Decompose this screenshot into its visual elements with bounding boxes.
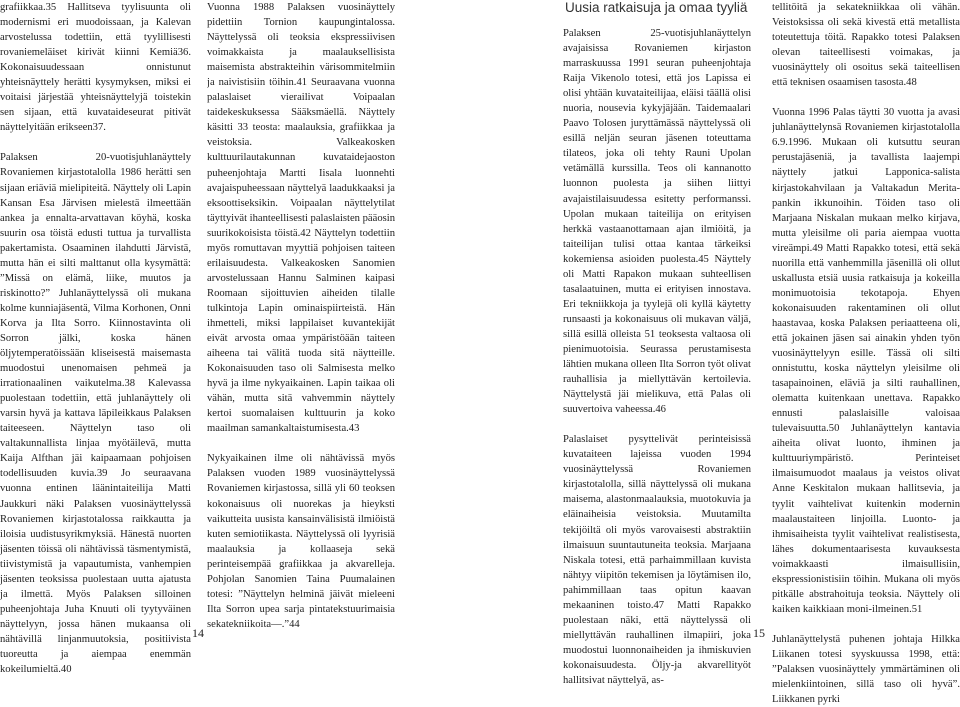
paragraph-gap [207, 436, 395, 451]
paragraph: grafiikkaa.35 Hallitseva tyylisuunta oli modernismi eri muodoissaan, ja Kalevan arvostelussa todettiin, että tyylillisesti rovaniemeläiset kirivät kiinni Kemiä36. Kokonaisuudessaan onnistunut yhteisnäyttely herätti kysymyksen, miksi ei voitaisi järjestää yhteisnäyttelyjä toistekin sen sijaan, että kuvataideseurat pitivät näyttelyitään erikseen37. [0, 2, 191, 134]
paragraph: Vuonna 1996 Palas täytti 30 vuotta ja avasi juhlanäyttelynsä Rovaniemen kirjastotalolla 6.9.1996. Mukaan oli kutsuttu seuran perustajäseniä, ja tavallista laajempi näyttely jatkui Lapponica-salista kirjastokahvilaan ja Valtakadun Merita-pankin ikkunoihin. Töiden taso oli Marjaana Niskalan mukaan melko kirjava, mutta yleisilme oli paria aiempaa vuotta vireämpi.49 Matti Rapakko totesi, että sekä nuorilla että vanhemmilla jäsenillä oli ollut uskallusta etsiä uusia ratkaisuja ja kokeilla monimuotoisia tekotapoja. Ehyen kokonaisuuden rakentaminen oli ollut haastavaa, koska Palaksen periaatteena oli, että jokainen jäsen sai ainakin yhden työn vuosinäyttelyyn esille. Tässä oli silti onnistuttu, koska näyttelyn yleisilme oli tasapainoinen, eläviä ja silti rauhallinen, olematta kuitenkaan unettava. Rapakko ennusti palaslaisille valoisaa tulevaisuutta.50 Juhlanäyttelyn kantavia aiheita olivat luonto, ihminen ja kulttuuriympäristö. Perinteiset ilmaisumuodot maalaus ja veistos olivat Anne Keskitalon mukaan hallitsevia, ja tyylit vaihtelivat kuitenkin modernin maalaustaiteen linjoilla. Luonto- ja ihmisaiheista tyylit vaihtelivat realistisesta, lähes dokumentaarisesta kuvauksesta voimakkaasti ilmaisullisiin, ekspressionistisiin töihin. Mukana oli myös pitkälle abstrahoituja teoksia. Näyttely oli kaiken kaikkiaan moni-ilmeinen.51 [772, 107, 960, 615]
right-page-column-1 [563, 26, 751, 688]
paragraph: Palaslaiset pysyttelivät perinteisissä kuvataiteen lajeissa vuoden 1994 vuosinäyttelyssä Rovaniemen kirjastotalolla, sillä näyttelyssä oli mukana maisema, alastonmaalauksia, muotokuvia ja eläinaiheisia veistoksia. Muutamilta tekijöiltä oli myös varovaisesti abstraktiin ilmaisuun suuntautuneita teoksia. Marjaana Niskala totesi, että parhaimmillaan kuvista nähtyy viipitön tekemisen ja löytämisen ilo, pahimmillaan taas opitun kaavan mekaaninen toisto.47 Matti Rapakko puolestaan näki, että näyttelyssä oli miellyttävän rauhallinen ilmapiiri, joka muodostui luonnonaiheiden ja ihmiskuvien kokonaisuudesta. Öljy-ja akvarellityöt hallitsivat näyttelyä, as- [563, 434, 751, 686]
paragraph-gap [772, 90, 960, 105]
paragraph: Nykyaikainen ilme oli nähtävissä myös Palaksen vuoden 1989 vuosinäyttelyssä Rovaniemen kirjastossa, sillä yli 60 teoksen kokonaisuus oli nuorekas ja hieyksti vaikutteita uusista kansainvälisistä ilmiöistä kuten semiotiikasta. Näyttelyssä oli lyyrisiä maalauksia ja kollaaseja sekä perinteisempää grafiikkaa ja akvarelleja. Pohjolan Sanomien Taina Puumalainen totesi: ”Näyttelyn helminä jäivät mieleeni Ilta Sorron upea sarja pintatekstuurimaisia sekatekniikoita—.”44 [207, 453, 395, 630]
paragraph-gap [772, 617, 960, 632]
left-page-column-2 [207, 0, 395, 632]
section-heading: Uusia ratkaisuja ja omaa tyyliä [565, 0, 748, 15]
left-page-column-1 [0, 0, 191, 677]
paragraph: Vuonna 1988 Palaksen vuosinäyttely pidettiin Tornion kaupungintalossa. Näyttelyssä oli teoksia ekspressiivisen voimakkaista ja maalauksellisista maisemista abstrakteihin värisommitelmiin ja naivistisiin töihin.41 Seuraavana vuonna palaslaiset vierailivat Voipaalan taidekeskuksessa Sääksmäellä. Näyttely käsitti 33 teosta: maalauksia, grafiikkaa ja veistoksia. Valkeakosken kulttuurilautakunnan kuvataidejaoston puheenjohtaja Martti Iisala luonnehti avajaispuheessaan näyttelyä laadukkaaksi ja eksoottiseksikin. Voipaalan näyttelytilat täyttyivät ihanteellisesti palaslaisten pääosin suurikokoisista töistä.42 Näyttelyn todettiin myös romuttavan myyttiä pohjoisen taiteen erilaisuudesta. Valkeakosken Sanomien arvostelussaan Hannu Salminen kaipasi Roomaan sijoittuvien aiheiden tilalle tulkintoja Lapin ominaispiirteistä. Hän ihmetteli, miksi lappilaiset kuvantekijät eivät arvosta omaa ympäristöään taiteen aiheena tai välitä tuoda sitä näytteille. Kokonaisuuden taso oli Salmisesta melko hyvä ja ilme nykyaikainen. Lapin taikaa oli vähän, mutta sitä vahvemmin näyttely kertoi suomalaisen kulttuurin ja koko maailman samankaltaistumisesta.43 [207, 2, 395, 435]
right-page-column-2 [772, 0, 960, 707]
paragraph-gap [0, 135, 191, 150]
paragraph: Juhlanäyttelystä puhenen johtaja Hilkka Liikanen totesi syyskuussa 1998, että: ”Palaksen vuosinäyttely ymmärtäminen oli mielenkiintoinen, sillä taso oli hyvä”. Liikkanen pyrki [772, 633, 960, 706]
paragraph: tellitöitä ja sekatekniikkaa oli vähän. Veistoksissa oli sekä kivestä että metallista toteutettuja töitä. Rapakko totesi Palaksen olevan taiteellisesti voimakas, ja vuosinäyttely oli osoitus sekä taiteellisen että teknisen osaamisen tasosta.48 [772, 2, 960, 89]
paragraph-gap [563, 417, 751, 432]
paragraph: Palaksen 20-vuotisjuhlanäyttely Rovaniemen kirjastotalolla 1986 herätti sen sijaan eriäviä mielipiteitä. Näyttely oli Lapin Kansan Esa Järvisen mielestä ilmeettään ankea ja ennalta-arvattavan köyhä, koska suurin osa töistä edusti tuttua ja turvallista pakertamista. Osaaminen ilahdutti Järvistä, mutta hän ei silti malttanut olla kysymättä: ”Missä on elämä, liike, muutos ja riskinotto?” Juhlanäyttelyssä oli mukana kolme kunniajäsentä, Vilma Korhonen, Onni Korva ja Ilta Sorro. Kiinnostavinta oli Sorron jälki, koska hänen öljytemperatöissään kliseisestä maisemasta muodostui unenomaisen pehmeä ja irrationaalinen vaikutelma.38 Kalevassa puolestaan todettiin, että juhlanäyttely oli varsin hyvä ja kattava läpileikkaus Palaksen taiteeseen. Näyttelyn taso oli valtakunnallista linjaa myötäilevä, mutta Kaija Alfthan jäi kaipaamaan pohjoisen todellisuuden kuvia.39 Jo seuraavana vuonna entinen läänintaiteilija Matti Jaukkuri näki Palaksen vuosinäyttelyssä Rovaniemen kirjastotalossa raikkautta ja iloisia uudistusyrikmyksiä. Hänestä nuorten jäsenten töissä oli nähtävissä täsmentymistä, tiivistymistä ja vapautumista, vanhempien jäsenten teoksissa puolestaan uutta ajatusta ja ilmettä. Myös Palaksen silloinen puheenjohtaja Juha Knuuti oli tyytyväinen näyttelyyn, jossa hänen mukaansa oli nähtävillä linjanmuutoksia, positiivista tuoreutta ja aiempaa enemmän kokeilumieltä.40 [0, 152, 191, 676]
page-number-right: 15 [753, 626, 765, 640]
page-number-left: 14 [192, 626, 204, 640]
paragraph: Palaksen 25-vuotisjuhlanäyttelyn avajaisissa Rovaniemen kirjaston marraskuussa 1991 seuran puheenjohtaja Raija Vikenolo totesi, että jos Lapissa ei olisi yhtään kuvataiteilijaa, eläisi täällä olisi nuoria, nousevia kykyjäjään. Taidemaalari Paavo Tolosen juryttämässä näyttelyssä oli esillä neljän seuran jäsenen toteuttama tilateos, joka oli tehty Rauni Upolan vetämällä kurssilla. Teos oli kannanotto luonnon puolesta ja siihen liittyi avajaistilaisuudessa esitetty performanssi. Upolan mukaan taiteilija on erityisen herkkä vastaanottamaan ajan ilmiöitä, ja taiteilijan tulisi ottaa kantaa tärkeiksi kokemiensa asioiden puolesta.45 Näyttely oli Matti Rapakon mukaan suhteellisen tasalaatuinen, mutta ei erityisen innostava. Eri tekniikkoja ja tyylejä oli kyllä käytetty runsaasti ja kokonaisuus oli mukavan väljä, sillä esillä olleista 51 teoksesta valtaosa oli pienimuotoisia. Seurassa perustamisesta lähtien mukana olleen Ilta Sorron työt olivat rauhallisia ja miellyttävän kertoilevia. Näyttelystä jäi mielikuva, että Palas oli suuvertoiva vaheessa.46 [563, 28, 751, 416]
